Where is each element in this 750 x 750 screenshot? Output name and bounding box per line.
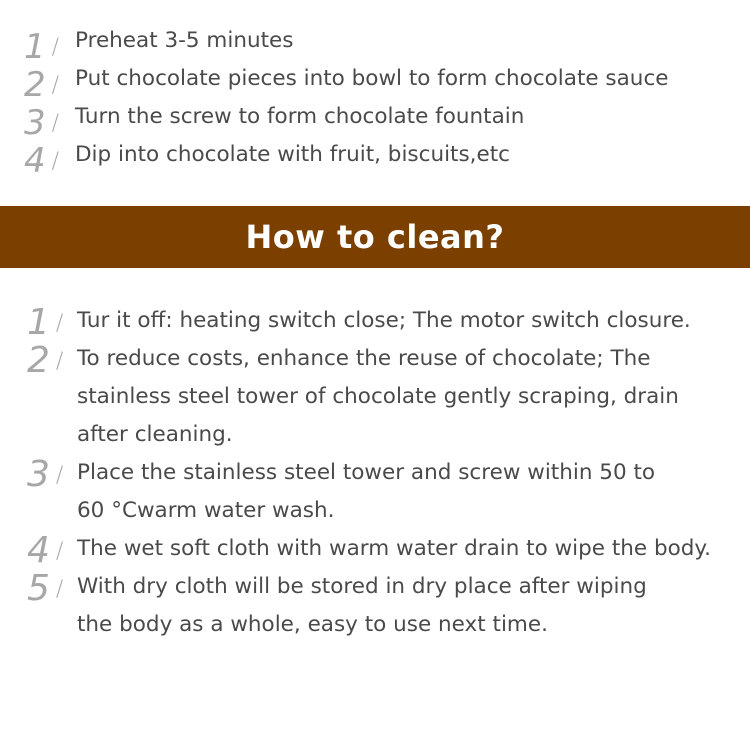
step-number: 2 / — [27, 340, 64, 381]
step-number: 2 / — [24, 65, 60, 105]
step-number: 3 / — [24, 103, 60, 143]
step-separator: / — [55, 311, 64, 336]
step-text-line: Place the stainless steel tower and screw within 50 to — [77, 460, 656, 485]
step-text-line: after cleaning. — [77, 422, 233, 447]
step-number: 1 / — [27, 302, 64, 343]
step-text-line: the body as a whole, easy to use next time. — [77, 612, 548, 637]
clean-step — [0, 302, 750, 343]
clean-step — [0, 568, 750, 644]
step-text: Dip into chocolate with fruit, biscuits,etc — [75, 142, 510, 167]
clean-steps-list — [0, 302, 750, 644]
usage-steps-list — [0, 24, 750, 181]
clean-step — [0, 340, 750, 454]
step-text-line: To reduce costs, enhance the reuse of chocolate; The — [77, 346, 651, 371]
step-separator: / — [55, 463, 64, 488]
step-text — [77, 340, 727, 454]
clean-step — [0, 454, 750, 530]
step-number: 1 / — [24, 27, 60, 67]
step-text: Turn the screw to form chocolate fountain — [75, 104, 525, 129]
step-separator: / — [51, 111, 60, 136]
step-text: Put chocolate pieces into bowl to form chocolate sauce — [75, 66, 669, 91]
step-number: 5 / — [27, 568, 64, 609]
step-separator: / — [55, 577, 64, 602]
usage-step — [0, 62, 750, 105]
step-separator: / — [51, 73, 60, 98]
step-number: 4 / — [27, 530, 64, 571]
section-title: How to clean? — [245, 218, 505, 256]
usage-step — [0, 24, 750, 67]
step-number: 3 / — [27, 454, 64, 495]
step-separator: / — [55, 349, 64, 374]
step-text — [77, 530, 727, 568]
step-text — [77, 302, 727, 340]
step-separator: / — [51, 149, 60, 174]
step-text-line: The wet soft cloth with warm water drain to wipe the body. — [77, 536, 711, 561]
section-header-banner — [0, 206, 750, 268]
clean-step — [0, 530, 750, 571]
step-text-line: 60 °Cwarm water wash. — [77, 498, 335, 523]
step-text-line: stainless steel tower of chocolate gently scraping, drain — [77, 384, 679, 409]
step-number: 4 / — [24, 141, 60, 181]
step-text-line: Tur it off: heating switch close; The motor switch closure. — [77, 308, 691, 333]
step-separator: / — [55, 539, 64, 564]
step-text: Preheat 3-5 minutes — [75, 28, 294, 53]
usage-step — [0, 138, 750, 181]
step-separator: / — [51, 35, 60, 60]
step-text-line: With dry cloth will be stored in dry place after wiping — [77, 574, 647, 599]
step-text — [77, 568, 727, 644]
usage-step — [0, 100, 750, 143]
step-text — [77, 454, 727, 530]
